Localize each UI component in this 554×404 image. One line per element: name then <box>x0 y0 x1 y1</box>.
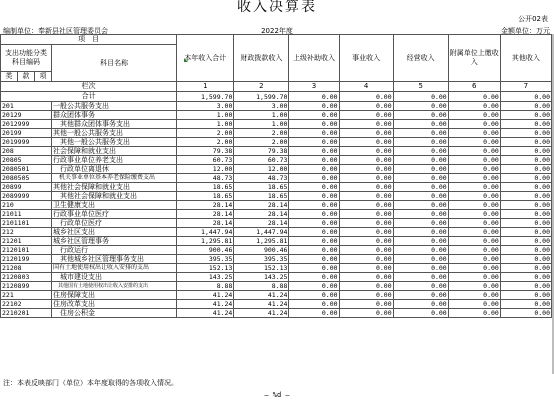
subject-name: 住房保障支出 <box>52 291 177 300</box>
amount-other: 0.00 <box>500 129 551 138</box>
subject-code: 208 <box>1 147 52 156</box>
header-project: 项 目 <box>1 35 177 45</box>
amount-business: 0.00 <box>339 255 393 264</box>
table-row <box>1 183 552 192</box>
table-row <box>1 291 552 300</box>
amount-other: 0.00 <box>500 246 551 255</box>
amount-affiliated: 0.00 <box>448 174 500 183</box>
amount-business: 0.00 <box>339 138 393 147</box>
amount-total: 18.65 <box>177 192 234 201</box>
amount-business: 0.00 <box>339 165 393 174</box>
amount-business: 0.00 <box>339 156 393 165</box>
amount-business: 0.00 <box>339 309 393 318</box>
amount-fiscal: 41.24 <box>234 309 289 318</box>
amount-business: 0.00 <box>339 120 393 129</box>
amount-business: 0.00 <box>339 210 393 219</box>
amount-operating: 0.00 <box>393 192 448 201</box>
amount-total: 41.24 <box>177 291 234 300</box>
amount-business: 0.00 <box>339 228 393 237</box>
amount-fiscal: 18.65 <box>234 192 289 201</box>
amount-upper: 0.00 <box>289 210 339 219</box>
amount-operating: 0.00 <box>393 138 448 147</box>
subject-code: 221 <box>1 291 52 300</box>
subject-name: 城市建设支出 <box>52 273 177 282</box>
subject-code: 2080505 <box>1 174 52 183</box>
amount-upper: 0.00 <box>289 237 339 246</box>
table-row <box>1 174 552 183</box>
amount-other: 0.00 <box>500 300 551 309</box>
amount-upper: 0.00 <box>289 255 339 264</box>
subject-code: 21208 <box>1 264 52 273</box>
subject-name: 其他一般公共服务支出 <box>52 138 177 147</box>
amount-unit: 金额单位：万元 <box>501 27 550 35</box>
table-row <box>1 282 552 291</box>
subject-name: 行政事业单位养老支出 <box>52 156 177 165</box>
amount-other: 0.00 <box>500 237 551 246</box>
table-row <box>1 255 552 264</box>
amount-other: 0.00 <box>500 165 551 174</box>
amount-affiliated: 0.00 <box>448 246 500 255</box>
amount-fiscal: 79.38 <box>234 147 289 156</box>
amount-affiliated: 0.00 <box>448 309 500 318</box>
table-row <box>1 201 552 210</box>
subject-name: 社会保障和就业支出 <box>52 147 177 156</box>
subject-code: 20129 <box>1 111 52 120</box>
amount-affiliated: 0.00 <box>448 300 500 309</box>
amount-business: 0.00 <box>339 183 393 192</box>
table-note: 注：本表反映部门（单位）本年度取得的各项收入情况。 <box>3 379 178 387</box>
amount-fiscal: 12.00 <box>234 165 289 174</box>
subject-code: 2019999 <box>1 138 52 147</box>
subject-code: 212 <box>1 228 52 237</box>
amount-business: 0.00 <box>339 291 393 300</box>
amount-fiscal: 28.14 <box>234 219 289 228</box>
subject-name: 国有土地使用权出让收入安排的支出 <box>52 264 177 273</box>
amount-affiliated: 0.00 <box>448 102 500 111</box>
amount-fiscal: 2.00 <box>234 129 289 138</box>
header-affiliated-income: 附属单位上缴收入 <box>448 35 500 82</box>
amount-business: 0.00 <box>339 300 393 309</box>
amount-operating: 0.00 <box>393 291 448 300</box>
subject-code: 22102 <box>1 300 52 309</box>
subject-name: 行政事业单位医疗 <box>52 210 177 219</box>
amount-affiliated: 0.00 <box>448 165 500 174</box>
header-business-income: 事业收入 <box>339 35 393 82</box>
header-fiscal-income: 财政拨款收入 <box>234 35 289 82</box>
subject-name: 其他社会保障和就业支出 <box>52 183 177 192</box>
table-row <box>1 228 552 237</box>
subject-name: 其他一般公共服务支出 <box>52 129 177 138</box>
amount-other: 0.00 <box>500 210 551 219</box>
amount-total: 2.00 <box>177 129 234 138</box>
amount-upper: 0.00 <box>289 300 339 309</box>
amount-total: 900.46 <box>177 246 234 255</box>
total-business: 0.00 <box>339 92 393 102</box>
amount-total: 1,447.94 <box>177 228 234 237</box>
amount-fiscal: 28.14 <box>234 210 289 219</box>
subject-name: 其他城乡社区管理事务支出 <box>52 255 177 264</box>
amount-other: 0.00 <box>500 156 551 165</box>
table-row <box>1 246 552 255</box>
amount-other: 0.00 <box>500 264 551 273</box>
amount-affiliated: 0.00 <box>448 219 500 228</box>
amount-operating: 0.00 <box>393 210 448 219</box>
amount-total: 143.25 <box>177 273 234 282</box>
col-index-2: 2 <box>234 82 289 92</box>
amount-business: 0.00 <box>339 246 393 255</box>
amount-fiscal: 41.24 <box>234 291 289 300</box>
col-index-6: 6 <box>448 82 500 92</box>
page-footer: — %d — <box>264 391 290 399</box>
amount-fiscal: 18.65 <box>234 183 289 192</box>
amount-business: 0.00 <box>339 201 393 210</box>
subject-name: 其他群众团体事务支出 <box>52 120 177 129</box>
amount-business: 0.00 <box>339 147 393 156</box>
amount-affiliated: 0.00 <box>448 264 500 273</box>
income-table <box>0 34 552 318</box>
amount-upper: 0.00 <box>289 273 339 282</box>
amount-operating: 0.00 <box>393 201 448 210</box>
total-fiscal: 1,599.70 <box>234 92 289 102</box>
amount-total: 28.14 <box>177 210 234 219</box>
subject-code: 2080501 <box>1 165 52 174</box>
col-index-7: 7 <box>500 82 551 92</box>
amount-upper: 0.00 <box>289 183 339 192</box>
amount-operating: 0.00 <box>393 129 448 138</box>
page-title: 收入决算表 <box>237 0 317 15</box>
amount-operating: 0.00 <box>393 282 448 291</box>
amount-total: 152.13 <box>177 264 234 273</box>
amount-other: 0.00 <box>500 255 551 264</box>
amount-fiscal: 143.25 <box>234 273 289 282</box>
table-row <box>1 192 552 201</box>
table-row <box>1 147 552 156</box>
amount-fiscal: 1,447.94 <box>234 228 289 237</box>
header-operating-income: 经营收入 <box>393 35 448 82</box>
amount-business: 0.00 <box>339 273 393 282</box>
amount-affiliated: 0.00 <box>448 255 500 264</box>
amount-operating: 0.00 <box>393 237 448 246</box>
amount-fiscal: 48.73 <box>234 174 289 183</box>
subject-code: 2120803 <box>1 273 52 282</box>
subject-name: 行政单位医疗 <box>52 219 177 228</box>
col-index-3: 3 <box>289 82 339 92</box>
amount-fiscal: 1.00 <box>234 111 289 120</box>
header-upper-subsidy: 上级补助收入 <box>289 35 339 82</box>
amount-fiscal: 152.13 <box>234 264 289 273</box>
table-row <box>1 120 552 129</box>
amount-total: 79.38 <box>177 147 234 156</box>
table-row <box>1 156 552 165</box>
subject-name: 机关事业单位基本养老保险缴费支出 <box>52 174 177 183</box>
total-affiliated: 0.00 <box>448 92 500 102</box>
amount-business: 0.00 <box>339 282 393 291</box>
amount-upper: 0.00 <box>289 201 339 210</box>
amount-affiliated: 0.00 <box>448 183 500 192</box>
table-row <box>1 237 552 246</box>
amount-other: 0.00 <box>500 138 551 147</box>
amount-other: 0.00 <box>500 201 551 210</box>
amount-operating: 0.00 <box>393 102 448 111</box>
table-row <box>1 111 552 120</box>
amount-total: 18.65 <box>177 183 234 192</box>
amount-other: 0.00 <box>500 228 551 237</box>
subject-name: 其他国有土地使用权出让收入安排的支出 <box>52 282 177 291</box>
amount-other: 0.00 <box>500 111 551 120</box>
amount-business: 0.00 <box>339 102 393 111</box>
amount-operating: 0.00 <box>393 300 448 309</box>
table-row <box>1 273 552 282</box>
subject-code: 2210201 <box>1 309 52 318</box>
amount-total: 3.00 <box>177 102 234 111</box>
amount-affiliated: 0.00 <box>448 147 500 156</box>
amount-affiliated: 0.00 <box>448 210 500 219</box>
amount-other: 0.00 <box>500 291 551 300</box>
header-other-income: 其他收入 <box>500 35 551 82</box>
subject-code: 20899 <box>1 183 52 192</box>
amount-business: 0.00 <box>339 219 393 228</box>
header-lanci: 栏次 <box>1 82 177 92</box>
amount-fiscal: 1.00 <box>234 120 289 129</box>
amount-operating: 0.00 <box>393 219 448 228</box>
amount-total: 395.35 <box>177 255 234 264</box>
subject-name: 群众团体事务 <box>52 111 177 120</box>
table-row <box>1 129 552 138</box>
amount-other: 0.00 <box>500 192 551 201</box>
amount-upper: 0.00 <box>289 282 339 291</box>
amount-fiscal: 41.24 <box>234 300 289 309</box>
amount-other: 0.00 <box>500 183 551 192</box>
subject-name: 行政运行 <box>52 246 177 255</box>
table-row <box>1 309 552 318</box>
subject-name: 一般公共服务支出 <box>52 102 177 111</box>
header-kuan: 款 <box>18 72 35 82</box>
amount-business: 0.00 <box>339 111 393 120</box>
amount-total: 28.14 <box>177 201 234 210</box>
amount-business: 0.00 <box>339 174 393 183</box>
table-row <box>1 102 552 111</box>
amount-upper: 0.00 <box>289 246 339 255</box>
amount-upper: 0.00 <box>289 102 339 111</box>
amount-operating: 0.00 <box>393 273 448 282</box>
fiscal-year: 2022年度 <box>261 27 293 35</box>
subject-name: 住房公积金 <box>52 309 177 318</box>
amount-upper: 0.00 <box>289 129 339 138</box>
table-row <box>1 165 552 174</box>
amount-total: 2.00 <box>177 138 234 147</box>
amount-upper: 0.00 <box>289 111 339 120</box>
amount-total: 60.73 <box>177 156 234 165</box>
amount-fiscal: 28.14 <box>234 201 289 210</box>
amount-other: 0.00 <box>500 219 551 228</box>
amount-affiliated: 0.00 <box>448 120 500 129</box>
table-row <box>1 210 552 219</box>
total-other: 0.00 <box>500 92 551 102</box>
subject-name: 城乡社区支出 <box>52 228 177 237</box>
subject-code: 20199 <box>1 129 52 138</box>
subject-name: 行政单位离退休 <box>52 165 177 174</box>
amount-affiliated: 0.00 <box>448 282 500 291</box>
subject-code: 2120101 <box>1 246 52 255</box>
header-class-code: 支出功能分类科目编码 <box>1 45 52 72</box>
subject-code: 21201 <box>1 237 52 246</box>
amount-operating: 0.00 <box>393 165 448 174</box>
amount-total: 1.00 <box>177 111 234 120</box>
subject-code: 2120199 <box>1 255 52 264</box>
amount-business: 0.00 <box>339 129 393 138</box>
compiling-unit: 编制单位：奉新县社区管理委员会 <box>3 27 108 35</box>
amount-upper: 0.00 <box>289 228 339 237</box>
amount-other: 0.00 <box>500 120 551 129</box>
amount-other: 0.00 <box>500 309 551 318</box>
amount-affiliated: 0.00 <box>448 129 500 138</box>
col-index-5: 5 <box>393 82 448 92</box>
amount-upper: 0.00 <box>289 147 339 156</box>
amount-fiscal: 900.46 <box>234 246 289 255</box>
col-index-4: 4 <box>339 82 393 92</box>
amount-fiscal: 2.00 <box>234 138 289 147</box>
amount-fiscal: 8.88 <box>234 282 289 291</box>
amount-upper: 0.00 <box>289 264 339 273</box>
amount-fiscal: 3.00 <box>234 102 289 111</box>
subject-code: 21011 <box>1 210 52 219</box>
amount-upper: 0.00 <box>289 174 339 183</box>
table-row <box>1 300 552 309</box>
form-code: 公开02表 <box>518 15 548 23</box>
amount-other: 0.00 <box>500 273 551 282</box>
subject-code: 2101101 <box>1 219 52 228</box>
amount-other: 0.00 <box>500 147 551 156</box>
table-row <box>1 219 552 228</box>
amount-total: 8.88 <box>177 282 234 291</box>
subject-name: 其他社会保障和就业支出 <box>52 192 177 201</box>
amount-affiliated: 0.00 <box>448 291 500 300</box>
amount-operating: 0.00 <box>393 309 448 318</box>
amount-total: 12.00 <box>177 165 234 174</box>
amount-operating: 0.00 <box>393 156 448 165</box>
subject-code: 2089999 <box>1 192 52 201</box>
amount-total: 28.14 <box>177 219 234 228</box>
subject-name: 卫生健康支出 <box>52 201 177 210</box>
subject-code: 201 <box>1 102 52 111</box>
amount-operating: 0.00 <box>393 174 448 183</box>
amount-operating: 0.00 <box>393 264 448 273</box>
subject-code: 20805 <box>1 156 52 165</box>
amount-affiliated: 0.00 <box>448 237 500 246</box>
subject-name: 住房改革支出 <box>52 300 177 309</box>
amount-fiscal: 395.35 <box>234 255 289 264</box>
col-index-1: 1 <box>177 82 234 92</box>
amount-affiliated: 0.00 <box>448 192 500 201</box>
amount-total: 41.24 <box>177 309 234 318</box>
amount-upper: 0.00 <box>289 165 339 174</box>
amount-total: 41.24 <box>177 300 234 309</box>
amount-other: 0.00 <box>500 102 551 111</box>
amount-affiliated: 0.00 <box>448 156 500 165</box>
subject-name: 城乡社区管理事务 <box>52 237 177 246</box>
table-row <box>1 138 552 147</box>
amount-upper: 0.00 <box>289 156 339 165</box>
subject-code: 2120899 <box>1 282 52 291</box>
total-upper: 0.00 <box>289 92 339 102</box>
amount-operating: 0.00 <box>393 147 448 156</box>
subject-code: 2012999 <box>1 120 52 129</box>
amount-affiliated: 0.00 <box>448 228 500 237</box>
subject-code: 210 <box>1 201 52 210</box>
header-subject-name: 科目名称 <box>52 45 177 82</box>
amount-other: 0.00 <box>500 282 551 291</box>
header-heji: 合计 <box>1 92 177 102</box>
amount-business: 0.00 <box>339 264 393 273</box>
amount-upper: 0.00 <box>289 120 339 129</box>
header-xiang: 项 <box>35 72 52 82</box>
amount-upper: 0.00 <box>289 291 339 300</box>
total-operating: 0.00 <box>393 92 448 102</box>
amount-other: 0.00 <box>500 174 551 183</box>
total-sum: 1,599.70 <box>177 92 234 102</box>
amount-operating: 0.00 <box>393 120 448 129</box>
header-total-income: 本年收入合计 <box>177 35 234 82</box>
amount-operating: 0.00 <box>393 246 448 255</box>
amount-affiliated: 0.00 <box>448 111 500 120</box>
table-row <box>1 264 552 273</box>
amount-operating: 0.00 <box>393 228 448 237</box>
amount-total: 48.73 <box>177 174 234 183</box>
amount-operating: 0.00 <box>393 255 448 264</box>
amount-affiliated: 0.00 <box>448 273 500 282</box>
amount-affiliated: 0.00 <box>448 201 500 210</box>
amount-business: 0.00 <box>339 192 393 201</box>
amount-fiscal: 1,295.81 <box>234 237 289 246</box>
amount-upper: 0.00 <box>289 138 339 147</box>
amount-upper: 0.00 <box>289 309 339 318</box>
amount-operating: 0.00 <box>393 183 448 192</box>
amount-business: 0.00 <box>339 237 393 246</box>
amount-total: 1,295.81 <box>177 237 234 246</box>
header-lei: 类 <box>1 72 18 82</box>
amount-upper: 0.00 <box>289 219 339 228</box>
amount-upper: 0.00 <box>289 192 339 201</box>
amount-fiscal: 60.73 <box>234 156 289 165</box>
amount-operating: 0.00 <box>393 111 448 120</box>
amount-affiliated: 0.00 <box>448 138 500 147</box>
amount-total: 1.00 <box>177 120 234 129</box>
